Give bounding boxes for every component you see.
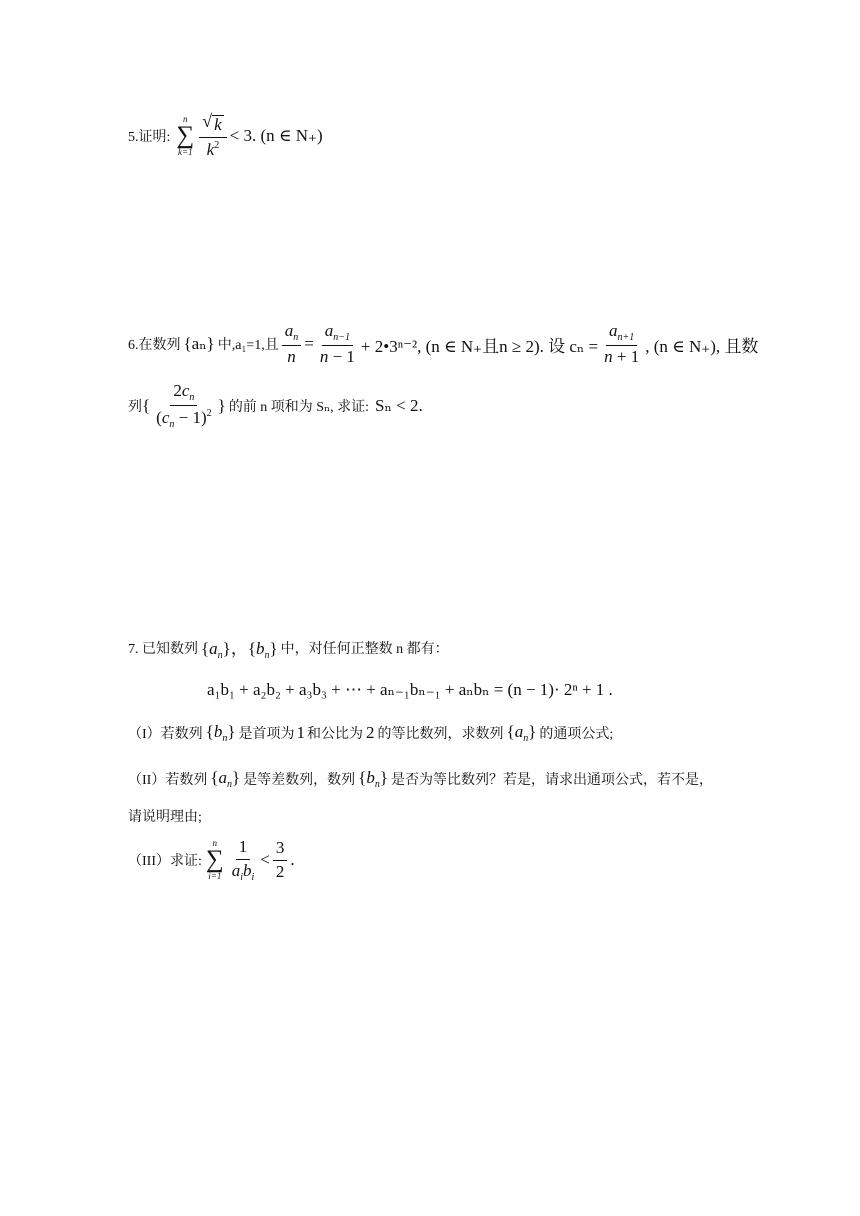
fraction-3-over-2: $\frac{3}{2}$ — [273, 839, 288, 881]
sqrt-k-over-k-squared: √ k $k^2$ — [199, 112, 226, 159]
problem-6-text-2: + 2•3ⁿ⁻², (n ∈ N₊且n ≥ 2). 设 cₙ = — [360, 336, 599, 356]
problem-7-label: 7. 已知数列 — [128, 641, 198, 657]
problem-6-text-3: , (n ∈ N₊), 且数 — [645, 336, 759, 356]
fraction-an-over-n: $\frac{a_n}{n}$ — [282, 322, 302, 367]
problem-6-line-2-b: 的前 n 项和为 Sₙ, 求证: — [228, 400, 370, 415]
problem-5-label: 5.证明: — [128, 129, 171, 145]
problem-6-text-1: 中,a₁=1,且 — [217, 338, 279, 354]
problem-7-part-2-line-2: 请说明理由; — [128, 810, 202, 825]
fraction-an1-over-n1: $\frac{a_{n+1}}{n + 1}$ — [604, 321, 640, 366]
problem-6-line-1: 6.在数列 {aₙ} 中,a₁=1,且 $\frac{a_n}{n}$ = $\frac{a_{n-1}}{n - 1}$ + 2•3ⁿ⁻², (n ∈ N₊且n ≥ 2). 设 cₙ = $\frac{a_{n+1}}{n + 1}$ , (n ∈ N₊), 且数 — [128, 321, 759, 366]
problem-7-part-1: （I）若数列 $\{b_n\}$ 是首项为 1 和公比为 2 的等比数列，求数列 $\{a_n\}$ 的通项公式; — [128, 722, 614, 744]
fraction-an-1-over-n-1: $\frac{a_{n-1}}{n - 1}$ — [319, 321, 355, 366]
problem-7-line-1: 7. 已知数列 $\{a_n\}$，$\{b_n\}$ 中，对任何正整数 n 都有： — [128, 639, 449, 661]
problem-5 — [128, 112, 323, 159]
problem-7-equation: a₁b₁ + a₂b₂ + a₃b₃ + ⋯ + aₙ₋₁bₙ₋₁ + aₙbₙ = (n − 1)· 2ⁿ + 1 . — [207, 680, 613, 699]
problem-5-inequality: < 3. (n ∈ N₊) — [229, 125, 323, 145]
problem-6-line-2-c: Sₙ < 2. — [375, 396, 423, 415]
fraction-2cn-over-cn-1-squared: $\frac{2c_n}{(c_n - 1)^2}$ — [156, 381, 212, 430]
problem-7-part-2: （II）若数列 $\{a_n\}$ 是等差数列，数列 $\{b_n\}$ 是否为等比数列？若是，请求出通项公式，若不是， — [128, 768, 714, 790]
fraction-1-over-ai-bi: $\frac{1}{a_ib_i}$ — [231, 837, 255, 883]
sequence-a-n: {aₙ} — [183, 334, 215, 354]
problem-6-label: 6.在数列 — [128, 338, 181, 354]
problem-7-part-3: （III）求证: n ∑ i=1 $\frac{1}{a_ib_i}$ < $\frac{3}{2}$ . — [128, 837, 295, 883]
problem-6-line-2-a: 列 — [128, 400, 142, 415]
summation-symbol: n ∑ k=1 — [176, 113, 195, 157]
problem-7-text-1: 中，对任何正整数 n 都有： — [280, 641, 449, 657]
problem-6-line-2: 列 { $\frac{2c_n}{(c_n - 1)^2}$ } 的前 n 项和为 Sₙ, 求证: Sₙ < 2. — [128, 381, 423, 430]
summation-symbol: n ∑ i=1 — [205, 838, 224, 882]
